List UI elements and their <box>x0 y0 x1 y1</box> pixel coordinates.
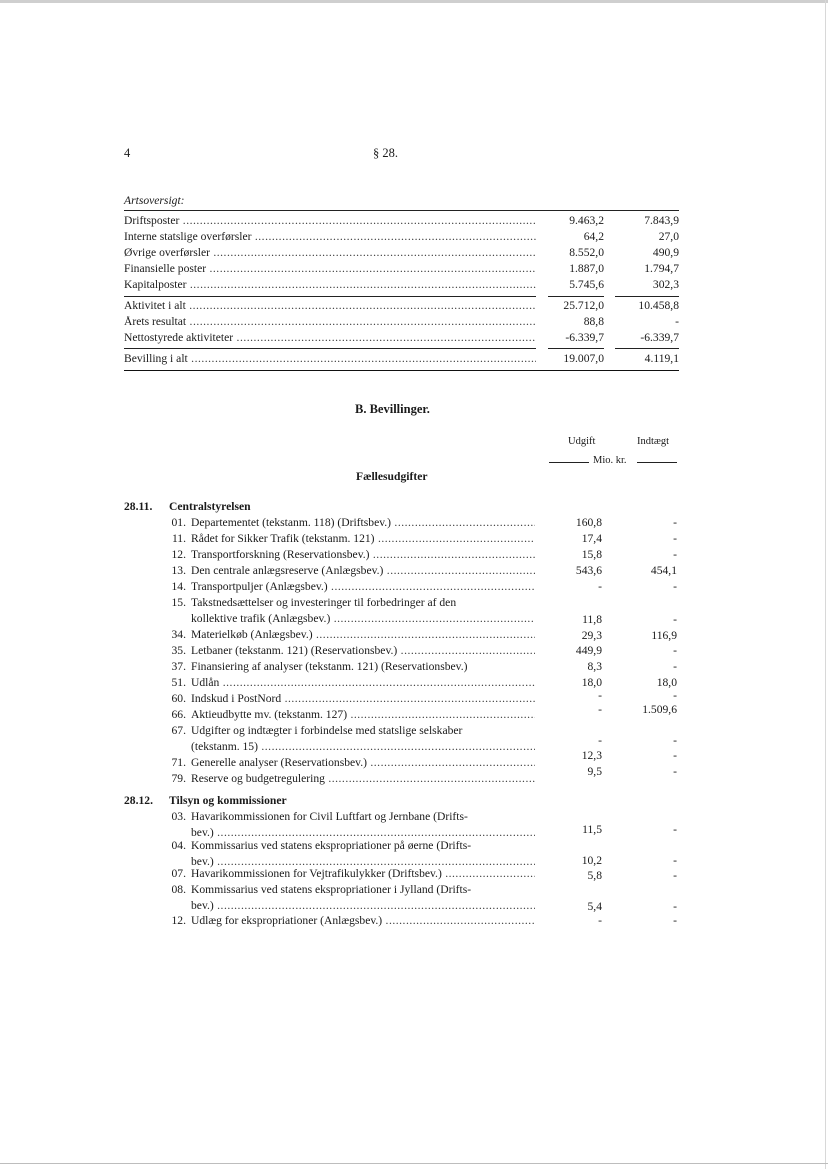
item-label: Letbaner (tekstanm. 121) (Reservationsbev.) ..... <box>191 645 535 657</box>
row-value-b: 490,9 <box>652 246 679 259</box>
total-rule-b <box>615 348 679 349</box>
row-label: Interne statslige overførsler ..... <box>124 231 536 243</box>
row-value-b: 302,3 <box>652 278 679 291</box>
item-number: 12. <box>171 548 186 561</box>
row-value-b: -6.339,7 <box>640 331 679 344</box>
row-value-b: 27,0 <box>658 230 679 243</box>
item-indtaegt: - <box>673 580 677 593</box>
item-indtaegt: - <box>673 765 677 778</box>
item-number: 79. <box>171 772 186 785</box>
row-value-a: 88,8 <box>583 315 604 328</box>
item-label-line2: kollektive trafik (Anlægsbev.) ..... <box>191 613 535 625</box>
section-title: Centralstyrelsen <box>169 500 251 513</box>
item-label: Aktieudbytte mv. (tekstanm. 127) ..... <box>191 709 535 721</box>
item-udgift: 11,5 <box>582 823 602 836</box>
item-number: 67. <box>171 724 186 737</box>
item-label-line1: Havarikommissionen for Civil Luftfart og Jernbane (Drifts- <box>191 810 468 823</box>
item-number: 66. <box>171 708 186 721</box>
section-number: 28.11. <box>124 500 153 513</box>
col-header-indtaegt: Indtægt <box>637 436 670 447</box>
row-label: Finansielle poster ..... <box>124 263 536 275</box>
item-udgift: - <box>598 734 602 747</box>
item-indtaegt: - <box>673 613 677 626</box>
item-indtaegt: - <box>673 900 677 913</box>
item-label: Finansiering af analyser (tekstanm. 121) (Reservationsbev.) <box>191 660 468 673</box>
item-indtaegt: - <box>673 749 677 762</box>
item-udgift: - <box>598 689 602 702</box>
item-udgift: - <box>598 580 602 593</box>
unit-rule-right <box>637 462 677 463</box>
item-udgift: 5,4 <box>587 900 602 913</box>
item-udgift: 15,8 <box>581 548 602 561</box>
item-number: 35. <box>171 644 186 657</box>
item-label: Reserve og budgetregulering ..... <box>191 773 535 785</box>
row-value-a: 1.887,0 <box>569 262 604 275</box>
page-number: 4 <box>124 146 131 160</box>
item-label-line2: (tekstanm. 15) ..... <box>191 741 535 753</box>
row-value-b: 4.119,1 <box>644 352 679 365</box>
row-label: Nettostyrede aktiviteter ..... <box>124 332 536 344</box>
item-udgift: 8,3 <box>587 660 602 673</box>
item-udgift: - <box>598 914 602 927</box>
item-label-line2: bev.) ..... <box>191 827 535 839</box>
row-label: Aktivitet i alt ..... <box>124 300 536 312</box>
item-number: 04. <box>171 839 186 852</box>
section-number: 28.12. <box>124 794 153 807</box>
item-number: 12. <box>171 914 186 927</box>
item-udgift: 160,8 <box>575 516 602 529</box>
item-label: Den centrale anlægsreserve (Anlægsbev.) ..... <box>191 565 535 577</box>
section-title: Tilsyn og kommissioner <box>169 794 287 807</box>
item-udgift: 17,4 <box>581 532 602 545</box>
item-indtaegt: - <box>673 914 677 927</box>
item-number: 08. <box>171 883 186 896</box>
item-indtaegt: - <box>673 532 677 545</box>
item-number: 07. <box>171 867 186 880</box>
artsoversigt-top-rule <box>124 210 679 211</box>
item-udgift: 5,8 <box>587 869 602 882</box>
row-label: Årets resultat ..... <box>124 316 536 328</box>
item-indtaegt: - <box>673 689 677 702</box>
item-label: Materielkøb (Anlægsbev.) ..... <box>191 629 535 641</box>
total-rule <box>124 348 536 349</box>
bevillinger-title: B. Bevillinger. <box>355 402 430 416</box>
item-label: Departementet (tekstanm. 118) (Driftsbev.) ..... <box>191 517 535 529</box>
row-label: Øvrige overførsler ..... <box>124 247 536 259</box>
item-indtaegt: - <box>673 516 677 529</box>
item-label: Udlæg for ekspropriationer (Anlægsbev.) ..... <box>191 915 535 927</box>
item-label: Transportforskning (Reservationsbev.) ..... <box>191 549 535 561</box>
scan-right-edge <box>825 0 826 1169</box>
row-value-b: 1.794,7 <box>644 262 679 275</box>
scan-bottom-edge <box>0 1163 828 1164</box>
item-label-line1: Kommissarius ved statens ekspropriationer på øerne (Drifts- <box>191 839 472 852</box>
item-udgift: 543,6 <box>575 564 602 577</box>
item-number: 13. <box>171 564 186 577</box>
row-label: Bevilling i alt ..... <box>124 353 536 365</box>
item-udgift: 11,8 <box>582 613 602 626</box>
item-label: Havarikommissionen for Vejtrafikulykker (Driftsbev.) ..... <box>191 868 535 880</box>
item-number: 51. <box>171 676 186 689</box>
subtotal-rule-a <box>548 296 604 297</box>
item-label-line1: Udgifter og indtægter i forbindelse med statslige selskaber <box>191 724 463 737</box>
item-indtaegt: 454,1 <box>650 564 677 577</box>
scan-top-edge <box>0 0 828 3</box>
item-number: 11. <box>171 532 186 545</box>
section-header: § 28. <box>373 146 398 160</box>
item-label: Indskud i PostNord ..... <box>191 693 535 705</box>
row-value-b: 7.843,9 <box>644 214 679 227</box>
item-indtaegt: 1.509,6 <box>642 703 677 716</box>
item-label-line2: bev.) ..... <box>191 856 535 868</box>
row-value-a: 5.745,6 <box>569 278 604 291</box>
item-number: 34. <box>171 628 186 641</box>
item-number: 71. <box>171 756 186 769</box>
item-indtaegt: 116,9 <box>651 629 677 642</box>
item-udgift: - <box>598 703 602 716</box>
item-indtaegt: - <box>673 734 677 747</box>
row-label: Kapitalposter ..... <box>124 279 536 291</box>
subtotal-rule-b <box>615 296 679 297</box>
item-indtaegt: - <box>673 854 677 867</box>
artsoversigt-bottom-rule <box>124 370 679 371</box>
item-udgift: 449,9 <box>575 644 602 657</box>
item-udgift: 18,0 <box>581 676 602 689</box>
row-label: Driftsposter ..... <box>124 215 536 227</box>
item-number: 37. <box>171 660 186 673</box>
subheading-faellesudgifter: Fællesudgifter <box>356 470 428 483</box>
item-label-line1: Kommissarius ved statens ekspropriationer i Jylland (Drifts- <box>191 883 472 896</box>
row-value-b: 10.458,8 <box>638 299 679 312</box>
item-udgift: 12,3 <box>581 749 602 762</box>
item-udgift: 10,2 <box>581 854 602 867</box>
total-rule-a <box>548 348 604 349</box>
row-value-a: 8.552,0 <box>569 246 604 259</box>
item-number: 14. <box>171 580 186 593</box>
item-label-line2: bev.) ..... <box>191 900 535 912</box>
row-value-a: 9.463,2 <box>569 214 604 227</box>
col-header-udgift: Udgift <box>568 436 596 447</box>
item-number: 60. <box>171 692 186 705</box>
item-indtaegt: - <box>673 869 677 882</box>
unit-rule-left <box>549 462 589 463</box>
item-indtaegt: - <box>673 644 677 657</box>
row-value-a: 64,2 <box>583 230 604 243</box>
item-indtaegt: 18,0 <box>656 676 677 689</box>
row-value-a: 19.007,0 <box>563 352 604 365</box>
item-label-line1: Takstnedsættelser og investeringer til forbedringer af den <box>191 596 457 609</box>
item-number: 15. <box>171 596 186 609</box>
item-udgift: 9,5 <box>587 765 602 778</box>
row-value-b: - <box>675 315 679 328</box>
unit-label: Mio. kr. <box>593 455 627 466</box>
artsoversigt-title: Artsoversigt: <box>124 194 185 207</box>
item-label: Rådet for Sikker Trafik (tekstanm. 121) ..... <box>191 533 535 545</box>
row-value-a: 25.712,0 <box>563 299 604 312</box>
item-indtaegt: - <box>673 823 677 836</box>
item-indtaegt: - <box>673 548 677 561</box>
item-label: Udlån ..... <box>191 677 535 689</box>
item-indtaegt: - <box>673 660 677 673</box>
item-number: 01. <box>171 516 186 529</box>
row-value-a: -6.339,7 <box>565 331 604 344</box>
subtotal-rule <box>124 296 536 297</box>
item-label: Generelle analyser (Reservationsbev.) ..... <box>191 757 535 769</box>
item-label: Transportpuljer (Anlægsbev.) ..... <box>191 581 535 593</box>
item-udgift: 29,3 <box>581 629 602 642</box>
item-number: 03. <box>171 810 186 823</box>
